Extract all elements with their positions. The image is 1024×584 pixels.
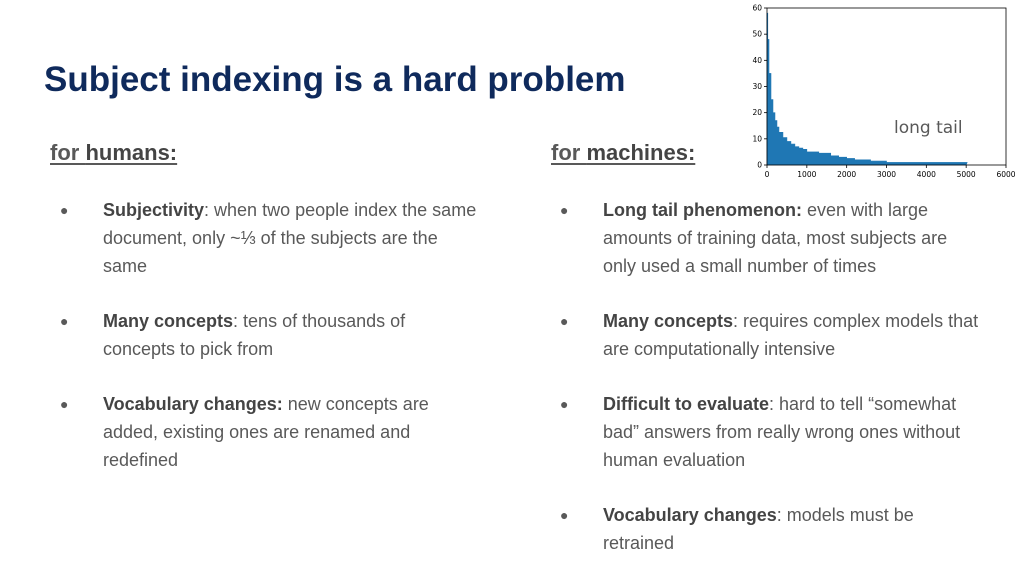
machines-heading-bold: machines: bbox=[586, 140, 696, 165]
bullet-term: Difficult to evaluate bbox=[603, 394, 770, 414]
y-tick-label: 0 bbox=[757, 160, 762, 170]
y-tick-label: 20 bbox=[752, 108, 762, 118]
bullet-icon: ● bbox=[60, 396, 69, 412]
bullet-icon: ● bbox=[560, 202, 569, 218]
bullet-term: Many concepts bbox=[603, 311, 734, 331]
x-tick-label: 3000 bbox=[876, 170, 897, 179]
humans-bullet-vocabulary-changes bbox=[60, 390, 480, 474]
machines-bullet-list bbox=[560, 196, 980, 584]
humans-bullet-list bbox=[60, 196, 480, 501]
x-tick-label: 2000 bbox=[837, 170, 857, 179]
bullet-icon: ● bbox=[60, 313, 69, 329]
bullet-term: Vocabulary changes: bbox=[103, 394, 283, 414]
bullet-icon: ● bbox=[560, 313, 569, 329]
humans-bullet-subjectivity bbox=[60, 196, 480, 280]
machines-bullet-long-tail bbox=[560, 196, 980, 280]
bullet-text: : tens of thousands of concepts to pick from bbox=[103, 311, 406, 359]
long-tail-chart bbox=[738, 0, 1024, 182]
bullet-text: : models must be retrained bbox=[603, 505, 914, 553]
bullet-text: even with large amounts of training data, most subjects are only used a small number of times bbox=[603, 200, 948, 276]
x-tick-label: 5000 bbox=[956, 170, 976, 179]
machines-heading bbox=[551, 140, 695, 166]
humans-heading bbox=[50, 140, 177, 166]
x-tick-label: 1000 bbox=[797, 170, 817, 179]
machines-bullet-difficult-to-evaluate bbox=[560, 390, 980, 474]
bullet-text: new concepts are added, existing ones are renamed and redefined bbox=[103, 394, 429, 470]
x-tick-label: 6000 bbox=[996, 170, 1016, 179]
y-tick-label: 60 bbox=[752, 3, 762, 13]
bullet-icon: ● bbox=[560, 396, 569, 412]
bullet-term: Subjectivity bbox=[103, 200, 205, 220]
humans-heading-prefix: for bbox=[50, 140, 86, 165]
bullet-icon: ● bbox=[60, 202, 69, 218]
y-tick-label: 50 bbox=[752, 29, 762, 39]
machines-heading-prefix: for bbox=[551, 140, 587, 165]
y-tick-label: 30 bbox=[752, 82, 762, 91]
bullet-text: : requires complex models that are computationally intensive bbox=[603, 311, 979, 359]
machines-bullet-vocabulary-changes bbox=[560, 501, 980, 557]
y-tick-label: 40 bbox=[752, 55, 762, 65]
bullet-term: Long tail phenomenon: bbox=[603, 200, 802, 220]
x-tick-label: 4000 bbox=[916, 170, 936, 179]
bullet-text: : hard to tell “somewhat bad” answers from really wrong ones without human evaluation bbox=[603, 394, 961, 470]
slide-title: Subject indexing is a hard problem bbox=[44, 60, 626, 99]
machines-bullet-many-concepts bbox=[560, 307, 980, 363]
humans-heading-bold: humans: bbox=[85, 140, 178, 165]
humans-bullet-many-concepts bbox=[60, 307, 480, 363]
x-tick-label: 0 bbox=[764, 170, 770, 179]
bullet-term: Many concepts bbox=[103, 311, 234, 331]
bullet-term: Vocabulary changes bbox=[603, 505, 777, 525]
bullet-text: : when two people index the same document, only ~⅓ of the subjects are the same bbox=[103, 200, 477, 276]
y-tick-label: 10 bbox=[752, 134, 762, 144]
chart-annotation-label: long tail bbox=[894, 118, 963, 138]
bullet-icon: ● bbox=[560, 507, 569, 523]
